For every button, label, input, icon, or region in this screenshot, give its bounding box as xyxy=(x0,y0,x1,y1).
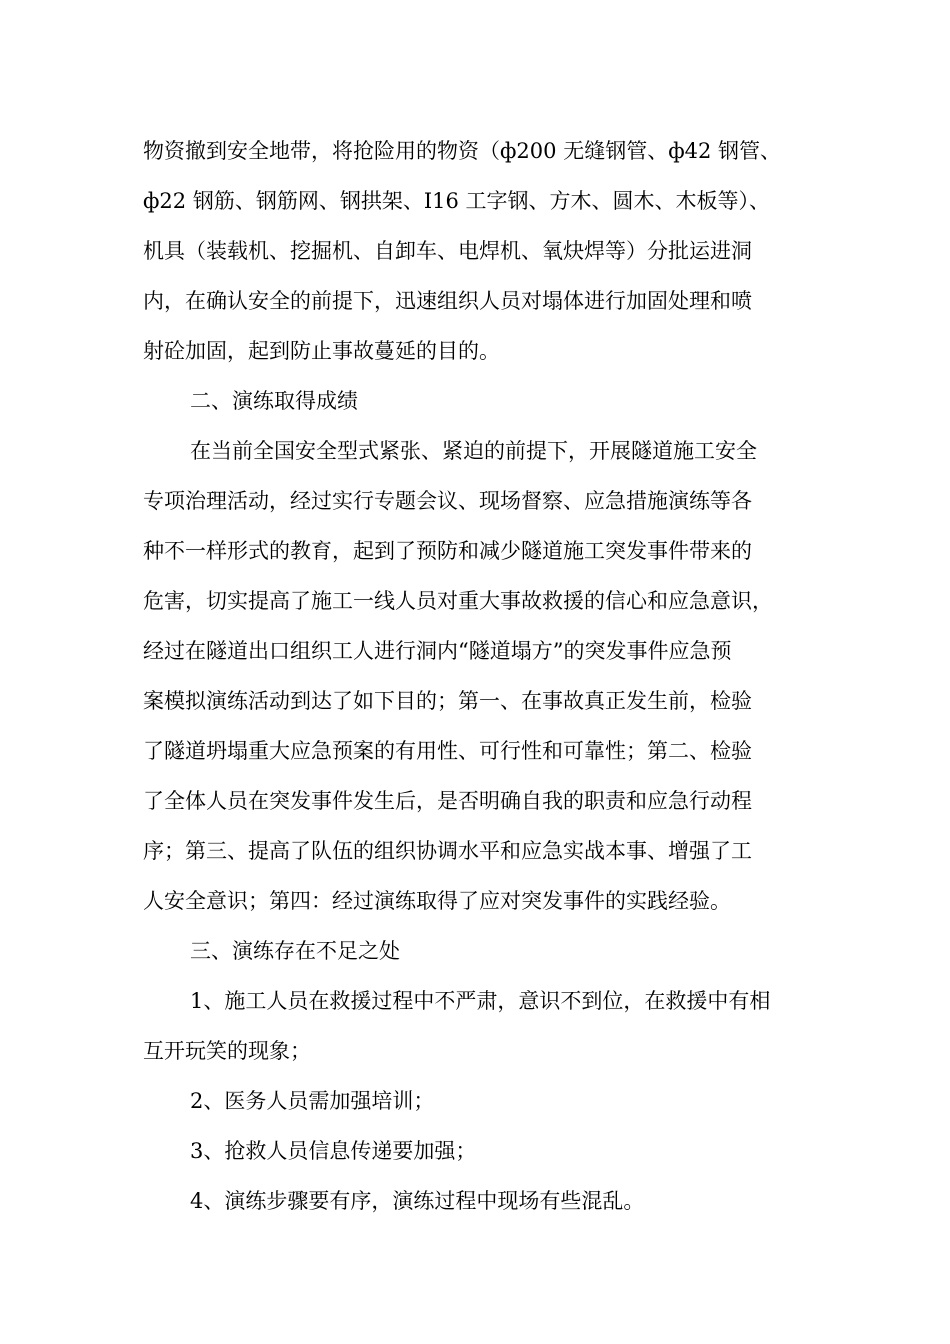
list-item: 2、医务人员需加强培训； xyxy=(190,1089,435,1113)
paragraph-line: 专项治理活动，经过实行专题会议、现场督察、应急措施演练等各 xyxy=(143,489,752,513)
list-item: 1、施工人员在救援过程中不严肃，意识不到位，在救援中有相 xyxy=(190,989,771,1013)
paragraph-line: 人安全意识；第四：经过演练取得了应对突发事件的实践经验。 xyxy=(143,889,731,913)
intro-line: 物资撤到安全地带，将抢险用的物资（ф200 无缝钢管、ф42 钢管、 xyxy=(143,139,782,163)
paragraph-line: 了隧道坍塌重大应急预案的有用性、可行性和可靠性；第二、检验 xyxy=(143,739,752,763)
paragraph-line: 案模拟演练活动到达了如下目的；第一、在事故真正发生前，检验 xyxy=(143,689,752,713)
intro-line: 机具（装载机、挖掘机、自卸车、电焊机、氧炔焊等）分批运进洞 xyxy=(143,239,752,263)
paragraph-line: 危害，切实提高了施工一线人员对重大事故救援的信心和应急意识， xyxy=(143,589,773,613)
section-heading: 三、演练存在不足之处 xyxy=(190,939,400,963)
paragraph-line: 了全体人员在突发事件发生后，是否明确自我的职责和应急行动程 xyxy=(143,789,752,813)
list-item-continuation: 互开玩笑的现象； xyxy=(143,1039,311,1063)
intro-line: 射砼加固，起到防止事故蔓延的目的。 xyxy=(143,339,500,363)
intro-line: ф22 钢筋、钢筋网、钢拱架、I16 工字钢、方木、圆木、木板等）、 xyxy=(143,189,771,213)
paragraph-line: 序；第三、提高了队伍的组织协调水平和应急实战本事、增强了工 xyxy=(143,839,752,863)
section-heading: 二、演练取得成绩 xyxy=(190,389,358,413)
paragraph-line: 在当前全国安全型式紧张、紧迫的前提下，开展隧道施工安全 xyxy=(190,439,757,463)
paragraph-line: 种不一样形式的教育，起到了预防和减少隧道施工突发事件带来的 xyxy=(143,539,752,563)
list-item: 3、抢救人员信息传递要加强； xyxy=(190,1139,477,1163)
paragraph-line: 经过在隧道出口组织工人进行洞内“隧道塌方”的突发事件应急预 xyxy=(143,639,732,663)
intro-line: 内，在确认安全的前提下，迅速组织人员对塌体进行加固处理和喷 xyxy=(143,289,752,313)
list-item: 4、演练步骤要有序，演练过程中现场有些混乱。 xyxy=(190,1189,645,1213)
